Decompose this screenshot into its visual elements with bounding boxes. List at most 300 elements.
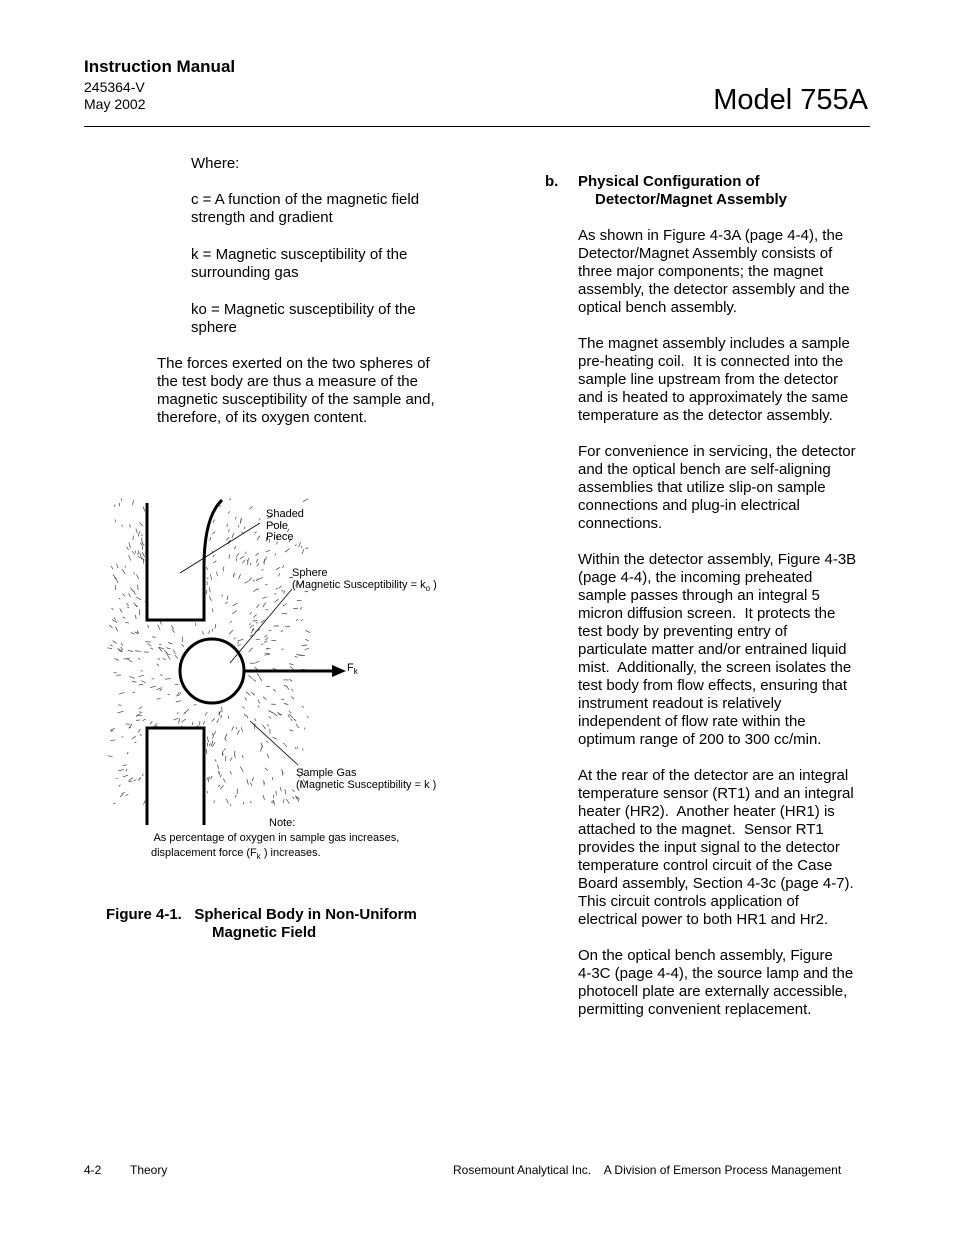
field-line (136, 714, 140, 717)
field-line (220, 785, 223, 789)
manual-title: Instruction Manual (84, 57, 236, 76)
field-line (116, 627, 118, 632)
paragraph-line: temperature sensor (RT1) and an integral (578, 785, 854, 802)
field-line (129, 778, 134, 781)
field-line (157, 698, 161, 699)
field-line (127, 752, 128, 754)
paragraph-line: temperature control circuit of the Case (578, 857, 833, 874)
paragraph-line: three major components; the magnet (578, 263, 824, 280)
field-line (176, 695, 179, 696)
field-line (228, 512, 230, 514)
field-line (130, 587, 134, 591)
field-line (134, 572, 135, 574)
field-line (138, 658, 140, 659)
field-line (129, 542, 131, 548)
field-line (289, 679, 292, 681)
field-line (229, 499, 231, 501)
definition-ko (191, 301, 416, 337)
field-line (296, 724, 299, 728)
field-line (242, 560, 245, 564)
field-line (138, 729, 141, 733)
field-line (232, 726, 234, 731)
field-line (227, 596, 228, 600)
field-line (152, 637, 156, 638)
sphere-leader-line (230, 589, 292, 663)
field-line (297, 747, 298, 749)
field-line (276, 567, 281, 570)
right-paragraph (578, 227, 878, 317)
paragraph-line: Detector/Magnet Assembly consists of (578, 245, 833, 262)
field-line (225, 739, 226, 742)
field-line (256, 553, 259, 556)
field-line (203, 721, 205, 725)
field-line (182, 637, 183, 642)
field-line (127, 607, 129, 608)
field-line (160, 675, 163, 676)
field-line (114, 617, 116, 620)
field-line (287, 799, 290, 804)
field-line (118, 711, 124, 712)
field-line (279, 586, 282, 588)
field-line (206, 749, 207, 754)
field-line (247, 715, 248, 718)
note-line-2: displacement force ($F_k$ ) increases. (151, 847, 321, 862)
field-line (211, 740, 213, 746)
field-line (296, 544, 297, 546)
field-line (267, 754, 269, 758)
paragraph-line: sample line upstream from the detector (578, 371, 839, 388)
field-line (246, 692, 251, 696)
field-line (303, 748, 304, 750)
field-line (215, 759, 216, 761)
field-line (118, 770, 124, 771)
field-line (248, 675, 252, 679)
field-line (112, 608, 114, 609)
paragraph-line: attached to the magnet. Sensor RT1 (578, 821, 824, 838)
field-line (249, 506, 252, 509)
field-line (269, 716, 271, 718)
field-line (262, 597, 267, 599)
field-line (284, 591, 285, 594)
field-line (261, 644, 263, 645)
field-line (212, 532, 215, 535)
field-line (140, 522, 144, 526)
field-line (134, 591, 136, 595)
field-line (223, 779, 225, 783)
field-line (225, 602, 228, 604)
field-line (179, 693, 181, 695)
field-line (222, 707, 223, 712)
field-line (139, 675, 144, 677)
field-line (226, 537, 229, 540)
upper-pole-piece (147, 500, 222, 620)
field-line (289, 711, 291, 714)
field-line (237, 641, 239, 643)
field-line (126, 603, 128, 606)
field-line (293, 608, 298, 609)
field-line (144, 801, 146, 805)
definition-k (191, 246, 407, 282)
field-line (306, 548, 309, 549)
definition-line: surrounding gas (191, 264, 299, 281)
paragraph-line: Board assembly, Section 4-3c (page 4-7). (578, 875, 854, 892)
paragraph-line: magnetic susceptibility of the sample and, (157, 391, 435, 408)
field-line (110, 645, 112, 647)
field-line (252, 777, 254, 781)
field-line (158, 625, 160, 630)
field-line (275, 554, 276, 556)
field-line (110, 740, 115, 741)
field-line (266, 550, 270, 552)
field-line (295, 656, 298, 657)
field-line (207, 791, 208, 793)
field-line (289, 664, 293, 665)
model-name: Model 755A (713, 84, 868, 116)
field-line (248, 560, 249, 565)
field-line (212, 718, 215, 721)
field-line (233, 574, 234, 578)
paragraph-line: test body by preventing entry of (578, 623, 788, 640)
field-line (206, 590, 207, 594)
paragraph-line: The magnet assembly includes a sample (578, 335, 850, 352)
paragraph-line: instrument readout is relatively (578, 695, 782, 712)
paragraph-line: optimum range of 200 to 300 cc/min. (578, 731, 822, 748)
field-line (250, 563, 251, 565)
paragraph-line: On the optical bench assembly, Figure (578, 947, 833, 964)
field-line (232, 611, 236, 614)
footer-section: Theory (130, 1163, 168, 1177)
field-line (305, 639, 308, 641)
field-line (202, 631, 203, 634)
paragraph-line: particulate matter and/or entrained liquid (578, 641, 847, 658)
right-paragraph (578, 443, 878, 533)
field-line (272, 777, 273, 780)
field-line (228, 716, 229, 719)
field-line (225, 756, 226, 762)
field-line (148, 644, 152, 647)
field-line (211, 574, 212, 580)
field-line (125, 566, 126, 568)
field-line (205, 712, 207, 715)
field-line (139, 712, 142, 713)
note-line-1: As percentage of oxygen in sample gas increases, (151, 832, 400, 844)
field-line (256, 579, 257, 581)
field-line (122, 569, 125, 574)
field-line (266, 741, 268, 742)
field-line (136, 574, 138, 578)
field-line (177, 692, 179, 695)
field-line (247, 779, 248, 785)
field-line (273, 795, 274, 798)
field-line (264, 641, 267, 642)
paragraph-line: (page 4-4), the incoming preheated (578, 569, 813, 586)
paragraph-line: assembly, the detector assembly and the (578, 281, 850, 298)
field-line (288, 715, 290, 718)
field-line (234, 638, 236, 639)
field-line (126, 769, 127, 772)
section-title-line-1: Physical Configuration of (578, 173, 760, 190)
field-line (175, 655, 178, 658)
field-line (213, 555, 214, 557)
field-line (123, 617, 126, 619)
field-line (236, 727, 237, 729)
definition-line: ko = Magnetic susceptibility of the (191, 301, 416, 318)
field-line (303, 499, 308, 502)
force-label: $F_k$ (347, 662, 358, 677)
field-line (194, 705, 197, 706)
field-line (258, 706, 259, 708)
field-line (120, 609, 122, 613)
field-line (256, 639, 260, 640)
field-line (121, 643, 123, 646)
field-line (148, 625, 149, 628)
field-line (113, 574, 116, 579)
field-line (236, 558, 237, 561)
field-line (256, 559, 258, 563)
field-line (214, 801, 215, 804)
field-line (109, 625, 112, 628)
field-line (259, 677, 262, 681)
field-line (244, 714, 246, 717)
field-line (260, 518, 261, 520)
field-line (157, 664, 159, 666)
field-line (116, 578, 118, 583)
field-line (122, 594, 125, 596)
field-line (222, 595, 223, 597)
field-line (207, 737, 208, 743)
field-line (124, 659, 130, 660)
field-line (122, 525, 123, 527)
sample-gas-label: Sample Gas (Magnetic Susceptibility = k ) (296, 767, 437, 791)
field-line (255, 667, 258, 670)
field-line (142, 552, 145, 557)
field-line (218, 785, 220, 787)
field-line (232, 533, 234, 538)
field-line (173, 649, 175, 654)
gas-leader-line (250, 721, 298, 765)
field-line (119, 598, 121, 599)
field-line (267, 724, 269, 726)
field-line (282, 771, 283, 776)
field-line (240, 556, 245, 559)
paragraph-line: electrical power to both HR1 and Hr2. (578, 911, 829, 928)
field-line (263, 602, 266, 607)
field-line (182, 719, 186, 722)
field-line (212, 736, 214, 739)
right-paragraph (578, 767, 878, 929)
field-line (236, 553, 239, 558)
field-line (244, 581, 248, 583)
field-line (121, 647, 123, 650)
field-line (129, 555, 131, 560)
field-line (237, 789, 238, 794)
field-line (166, 648, 170, 649)
paragraph-line: Within the detector assembly, Figure 4-3B (578, 551, 857, 568)
paragraph-line: provides the input signal to the detector (578, 839, 840, 856)
field-line (121, 498, 122, 500)
field-line (265, 584, 267, 585)
field-line (164, 650, 168, 653)
field-line (160, 689, 162, 691)
field-line (237, 730, 239, 735)
field-line (276, 589, 278, 590)
field-line (163, 658, 166, 659)
field-line (229, 529, 230, 532)
field-line (206, 567, 207, 570)
field-line (217, 719, 219, 723)
field-line (139, 707, 142, 710)
field-line (140, 543, 142, 545)
paragraph-line: For convenience in servicing, the detector (578, 443, 856, 460)
field-line (274, 594, 277, 595)
right-column-body (578, 227, 878, 1019)
field-line (229, 630, 233, 634)
field-line (226, 799, 228, 804)
footer-company: Rosemount Analytical Inc. A Division of Emerson Process Management (453, 1163, 842, 1177)
section-letter: b. (545, 173, 559, 190)
field-line (130, 524, 131, 527)
field-line (141, 681, 146, 683)
field-line (242, 532, 244, 533)
field-line (244, 527, 245, 529)
paragraph-line: assemblies that utilize slip-on sample (578, 479, 826, 496)
paragraph-line: mist. Additionally, the screen isolates the (578, 659, 852, 676)
field-line (141, 535, 143, 537)
field-line (136, 529, 137, 534)
field-line (292, 689, 294, 692)
field-line (185, 709, 189, 713)
paragraph-line: photocell plate are externally accessible, (578, 983, 848, 1000)
field-line (218, 765, 219, 769)
field-line (249, 623, 250, 625)
right-paragraph (578, 551, 878, 749)
field-line (296, 619, 298, 621)
field-line (132, 682, 136, 683)
field-line (111, 728, 115, 731)
field-line (258, 700, 260, 704)
field-line (225, 734, 227, 739)
lower-pole-piece (147, 728, 204, 825)
field-line (302, 706, 304, 707)
field-line (217, 572, 218, 577)
definition-line: strength and gradient (191, 209, 333, 226)
field-line (279, 573, 280, 576)
field-line (245, 697, 247, 700)
field-line (305, 648, 309, 649)
field-line (265, 637, 268, 640)
field-line (119, 785, 120, 787)
field-line (140, 552, 141, 556)
field-line (282, 565, 284, 568)
field-line (285, 789, 286, 794)
field-line (214, 561, 217, 563)
field-line (263, 795, 264, 800)
field-line (261, 747, 262, 752)
field-line (273, 737, 278, 739)
field-line (263, 725, 266, 730)
field-line (108, 756, 113, 757)
field-line (301, 546, 302, 548)
field-line (255, 723, 256, 729)
sphere (180, 639, 244, 703)
field-line (122, 792, 125, 794)
paragraph-line: independent of flow rate within the (578, 713, 806, 730)
paragraph-line: therefore, of its oxygen content. (157, 409, 368, 426)
field-line (255, 532, 257, 533)
field-line (235, 517, 236, 520)
field-line (126, 795, 129, 796)
field-line (263, 697, 267, 700)
field-line (129, 676, 135, 678)
field-line (257, 563, 259, 567)
right-paragraph (578, 947, 878, 1019)
field-line (281, 630, 283, 632)
field-line (118, 705, 122, 706)
field-line (182, 644, 185, 646)
field-line (123, 775, 128, 777)
paragraph-line: the test body are thus a measure of the (157, 373, 418, 390)
note-title: Note: (269, 817, 296, 829)
section-title-line-2: Detector/Magnet Assembly (595, 191, 787, 208)
field-line (179, 718, 180, 723)
paragraph-line: temperature as the detector assembly. (578, 407, 833, 424)
field-line (127, 547, 129, 550)
field-line (289, 730, 293, 731)
force-arrow-head (332, 665, 346, 677)
paragraph-line: optical bench assembly. (578, 299, 737, 316)
field-line (301, 619, 303, 621)
paragraph-line: pre-heating coil. It is connected into the (578, 353, 844, 370)
field-line (129, 593, 131, 597)
field-line (136, 597, 141, 600)
field-line (274, 599, 278, 602)
field-line (243, 802, 244, 805)
field-line (273, 689, 276, 691)
field-line (138, 531, 139, 536)
paragraph-line: connections. (578, 515, 663, 532)
field-line (223, 567, 224, 570)
field-line (209, 596, 211, 601)
field-line (213, 731, 216, 735)
field-line (168, 643, 172, 645)
field-line (134, 779, 137, 781)
field-line (257, 536, 260, 541)
field-line (233, 603, 238, 606)
field-line (307, 716, 309, 718)
field-line (210, 537, 211, 541)
field-line (113, 641, 117, 644)
field-line (209, 587, 210, 592)
field-line (121, 737, 123, 738)
paragraph-line: As shown in Figure 4-3A (page 4-4), the (578, 227, 844, 244)
paragraph-line: The forces exerted on the two spheres of (157, 355, 430, 372)
paragraph-line: sample passes through an integral 5 (578, 587, 820, 604)
field-line (265, 768, 268, 771)
field-line (230, 758, 232, 761)
field-line (221, 715, 222, 718)
paragraph-line: test body from flow effects, ensuring that (578, 677, 848, 694)
field-line (251, 801, 252, 804)
field-line (249, 578, 252, 582)
paragraph-line: micron diffusion screen. It protects the (578, 605, 836, 622)
paragraph-line: and is heated to approximately the same (578, 389, 849, 406)
field-line (250, 625, 254, 628)
field-line (132, 500, 133, 505)
field-line (261, 743, 263, 748)
field-line (285, 603, 286, 605)
field-line (302, 549, 304, 554)
doc-number: 245364-V (84, 79, 145, 95)
